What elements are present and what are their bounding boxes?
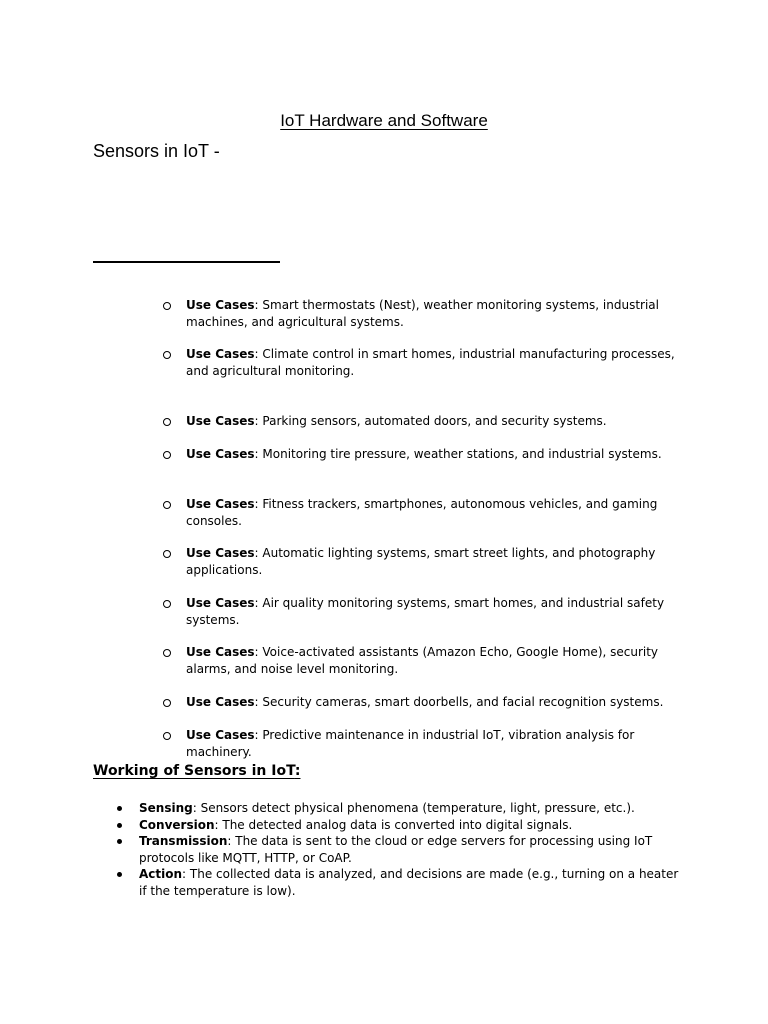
working-step-text [139,817,684,834]
use-case-description: : Voice-activated assistants (Amazon Echo, Google Home), security alarms, and noise level monitoring. [186,645,659,676]
use-case-text [186,545,676,579]
working-step-description: : Sensors detect physical phenomena (temperature, light, pressure, etc.). [192,801,635,815]
use-case-label: Use Cases [186,645,255,659]
use-case-label: Use Cases [186,728,255,742]
use-case-label: Use Cases [186,497,255,511]
working-step-label: Sensing [139,801,193,815]
hollow-bullet-icon [163,302,171,310]
working-heading [93,760,301,782]
working-step-label: Transmission [139,834,228,848]
use-case-description: : Smart thermostats (Nest), weather monitoring systems, industrial machines, and agricultural systems. [186,298,659,329]
hollow-bullet-icon [163,732,171,740]
use-case-description: : Security cameras, smart doorbells, and facial recognition systems. [254,695,664,709]
working-step-text [139,833,684,866]
use-case-text [186,446,676,463]
hollow-bullet-icon [163,649,171,657]
use-case-label: Use Cases [186,695,255,709]
disc-bullet-icon [117,806,122,811]
use-case-text [186,496,676,530]
use-case-description: : Fitness trackers, smartphones, autonomous vehicles, and gaming consoles. [186,497,658,528]
hollow-bullet-icon [163,418,171,426]
use-case-text [186,297,676,331]
hollow-bullet-icon [163,451,171,459]
use-case-label: Use Cases [186,347,255,361]
use-case-description: : Monitoring tire pressure, weather stations, and industrial systems. [254,447,662,461]
hollow-bullet-icon [163,501,171,509]
document-title-text: IoT Hardware and Software [280,111,488,130]
use-case-description: : Automatic lighting systems, smart street lights, and photography applications. [186,546,656,577]
use-case-label: Use Cases [186,546,255,560]
working-step-label: Conversion [139,818,215,832]
use-case-text [186,644,676,678]
working-step-description: : The detected analog data is converted into digital signals. [214,818,573,832]
working-heading-text: Working of Sensors in IoT [93,763,295,779]
use-case-text [186,694,676,711]
working-step-description: : The collected data is analyzed, and decisions are made (e.g., turning on a heater if the temperature is low). [139,867,679,898]
use-case-description: : Parking sensors, automated doors, and security systems. [254,414,607,428]
use-case-label: Use Cases [186,447,255,461]
use-case-description: : Predictive maintenance in industrial IoT, vibration analysis for machinery. [186,728,635,759]
working-step-text [139,866,684,899]
disc-bullet-icon [117,872,122,877]
disc-bullet-icon [117,839,122,844]
disc-bullet-icon [117,823,122,828]
use-case-label: Use Cases [186,298,255,312]
hollow-bullet-icon [163,600,171,608]
use-case-text [186,413,676,430]
use-case-description: : Air quality monitoring systems, smart homes, and industrial safety systems. [186,596,665,627]
use-case-text [186,346,676,380]
section-heading: Sensors in IoT - [93,141,220,161]
working-step-text [139,800,684,817]
use-case-label: Use Cases [186,414,255,428]
hollow-bullet-icon [163,699,171,707]
use-case-text [186,595,676,629]
use-case-description: : Climate control in smart homes, industrial manufacturing processes, and agricultural monitoring. [186,347,675,378]
hollow-bullet-icon [163,351,171,359]
hollow-bullet-icon [163,550,171,558]
use-case-label: Use Cases [186,596,255,610]
working-heading-colon: : [294,763,301,779]
working-step-label: Action [139,867,183,881]
use-case-text [186,727,676,761]
working-step-description: : The data is sent to the cloud or edge servers for processing using IoT protocols like MQTT, HTTP, or CoAP. [139,834,653,865]
